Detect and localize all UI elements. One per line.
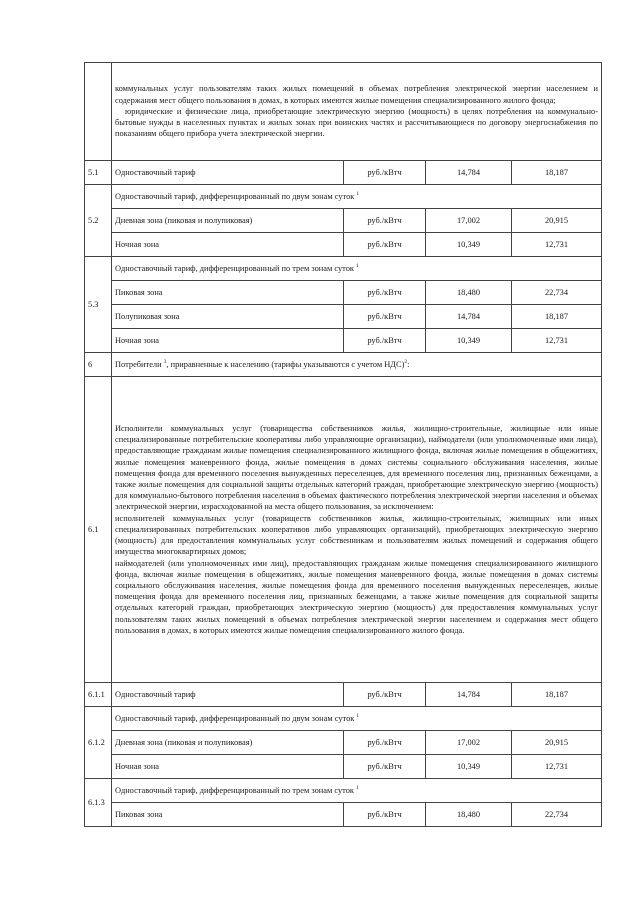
footnote-mark: 1 xyxy=(356,191,360,198)
unit-cell: руб./кВтч xyxy=(344,329,426,353)
zone-label: Дневная зона (пиковая и полупиковая) xyxy=(112,209,344,233)
table-row xyxy=(85,707,602,731)
value-cell-second-half: 18,187 xyxy=(512,683,602,707)
tariff-table xyxy=(84,62,602,827)
row-number: 6.1.3 xyxy=(85,779,112,827)
table-row xyxy=(85,755,602,779)
continuation-text xyxy=(112,63,602,161)
tariff-heading-text: Одноставочный тариф, дифференцированный по трем зонам суток xyxy=(115,263,354,273)
footnote-mark: 1 xyxy=(356,785,359,792)
value-cell-second-half: 20,915 xyxy=(512,731,602,755)
table-row xyxy=(85,353,602,377)
value-cell-second-half: 18,187 xyxy=(512,305,602,329)
paragraph: Исполнители коммунальных услуг (товарищества собственников жилья, жилищно-строительные, жилищные или иные специализированные потребительские кооперативы либо управляющие организации), наймодатели (или уполномоченные ими лица), предоставляющие гражданам жилые помещения специализированного жилищного фонда, включая жилые помещения в общежитиях, жилые помещения маневренного фонда, жилые помещения в домах системы социального обслуживания населения, жилые помещения фонда для временного поселения вынужденных переселенцев, для временного поселения лиц, признанных беженцами, а также жилые помещения для социальной защиты отдельных категорий граждан, приобретающие электрическую энергию (мощность) для коммунально-бытового потребления населения в объемах фактического потребления электрической энергии населения и объемах электрической энергии, израсходованной на места общего пользования, за исключением: xyxy=(115,424,598,512)
table-row xyxy=(85,257,602,281)
tariff-label: Одноставочный тариф xyxy=(112,683,344,707)
tariff-label: Одноставочный тариф xyxy=(112,161,344,185)
table-row xyxy=(85,377,602,683)
row-number: 6.1.1 xyxy=(85,683,112,707)
table-row xyxy=(85,803,602,827)
section-body xyxy=(112,377,602,683)
value-cell-second-half: 20,915 xyxy=(512,209,602,233)
value-cell-first-half: 17,002 xyxy=(426,731,512,755)
paragraph: юридические и физические лица, приобретающие электрическую энергию (мощность) в целях потребления на коммунально-бытовые нужды в населенных пунктах и жилых зонах при воинских частях и рассчитывающиеся по договору энергоснабжения по показаниям общего прибора учета электрической энергии. xyxy=(115,106,598,139)
table-row xyxy=(85,209,602,233)
zone-label: Ночная зона xyxy=(112,329,344,353)
unit-cell: руб./кВтч xyxy=(344,233,426,257)
value-cell-second-half: 12,731 xyxy=(512,233,602,257)
tariff-heading-text: Одноставочный тариф, дифференцированный по двум зонам суток xyxy=(115,191,355,201)
tariff-heading xyxy=(112,185,602,209)
value-cell-second-half: 22,734 xyxy=(512,281,602,305)
value-cell-first-half: 18,480 xyxy=(426,281,512,305)
section-heading-text: Потребители xyxy=(115,359,162,369)
section-heading-text: , приравненные к населению (тарифы указываются с учетом НДС) xyxy=(166,359,405,369)
tariff-heading xyxy=(112,779,602,803)
paragraph: коммунальных услуг пользователям таких жилых помещений в объемах потребления электрической энергии населением и содержания мест общего пользования в домах, в которых имеются жилые помещения специализированного жилого фонда; xyxy=(115,84,598,105)
table-row xyxy=(85,683,602,707)
value-cell-second-half: 12,731 xyxy=(512,755,602,779)
table-row xyxy=(85,161,602,185)
zone-label: Дневная зона (пиковая и полупиковая) xyxy=(112,731,344,755)
table-row xyxy=(85,185,602,209)
tariff-heading-text: Одноставочный тариф, дифференцированный по трем зонам суток xyxy=(115,785,354,795)
table-row xyxy=(85,329,602,353)
row-number: 6.1 xyxy=(85,377,112,683)
footnote-mark: 3 xyxy=(163,359,167,366)
row-number: 5.1 xyxy=(85,161,112,185)
unit-cell: руб./кВтч xyxy=(344,209,426,233)
row-number: 6.1.2 xyxy=(85,707,112,779)
unit-cell: руб./кВтч xyxy=(344,731,426,755)
zone-label: Полупиковая зона xyxy=(112,305,344,329)
table-row xyxy=(85,779,602,803)
value-cell-first-half: 10,349 xyxy=(426,329,512,353)
footnote-mark: 1 xyxy=(356,713,360,720)
table-row xyxy=(85,731,602,755)
value-cell-first-half: 17,002 xyxy=(426,209,512,233)
unit-cell: руб./кВтч xyxy=(344,281,426,305)
zone-label: Ночная зона xyxy=(112,755,344,779)
value-cell-first-half: 14,784 xyxy=(426,305,512,329)
paragraph: наймодателей (или уполномоченных ими лиц), предоставляющих гражданам жилые помещения специализированного жилищного фонда, включая жилые помещения в общежитиях, жилые помещения маневренного фонда, жилые помещения в домах системы социального обслуживания населения, жилые помещения фонда для временного поселения вынужденных переселенцев, жилые помещения фонда для временного поселения лиц, признанных беженцами, а также жилые помещения для социальной защиты отдельных категорий граждан, приобретающих электрическую энергию (мощность) для предоставления коммунальных услуг пользователям таких жилых помещений в объемах потребления электрической энергии населением и содержания мест общего пользования в домах, в которых имеются жилые помещения специализированного жилого фонда. xyxy=(115,558,598,635)
zone-label: Ночная зона xyxy=(112,233,344,257)
value-cell-first-half: 10,349 xyxy=(426,755,512,779)
table-row xyxy=(85,281,602,305)
tariff-heading xyxy=(112,257,602,281)
footnote-mark: 1 xyxy=(356,263,359,270)
row-number: 6 xyxy=(85,353,112,377)
table-row xyxy=(85,305,602,329)
unit-cell: руб./кВтч xyxy=(344,755,426,779)
row-number: 5.3 xyxy=(85,257,112,353)
unit-cell: руб./кВтч xyxy=(344,305,426,329)
section-heading-text: : xyxy=(407,359,410,369)
value-cell-first-half: 18,480 xyxy=(426,803,512,827)
section-heading xyxy=(112,353,602,377)
row-number-cell xyxy=(85,63,112,161)
zone-label: Пиковая зона xyxy=(112,281,344,305)
unit-cell: руб./кВтч xyxy=(344,803,426,827)
value-cell-second-half: 18,187 xyxy=(512,161,602,185)
value-cell-first-half: 14,784 xyxy=(426,161,512,185)
value-cell-first-half: 10,349 xyxy=(426,233,512,257)
paragraph: исполнителей коммунальных услуг (товариществ собственников жилья, жилищно-строительных, жилищных или иных специализированных потребительских кооперативов либо управляющих организаций), приобретающих электрическую энергию (мощность) для предоставления коммунальных услуг собственникам и пользователям жилых помещений и содержания общего имущества многоквартирных домов; xyxy=(115,513,598,557)
zone-label: Пиковая зона xyxy=(112,803,344,827)
table-row xyxy=(85,233,602,257)
value-cell-second-half: 22,734 xyxy=(512,803,602,827)
tariff-heading-text: Одноставочный тариф, дифференцированный по двум зонам суток xyxy=(115,713,355,723)
table-row xyxy=(85,63,602,161)
value-cell-first-half: 14,784 xyxy=(426,683,512,707)
value-cell-second-half: 12,731 xyxy=(512,329,602,353)
tariff-heading xyxy=(112,707,602,731)
footnote-mark: 2 xyxy=(404,359,408,366)
unit-cell: руб./кВтч xyxy=(344,683,426,707)
unit-cell: руб./кВтч xyxy=(344,161,426,185)
row-number: 5.2 xyxy=(85,185,112,257)
